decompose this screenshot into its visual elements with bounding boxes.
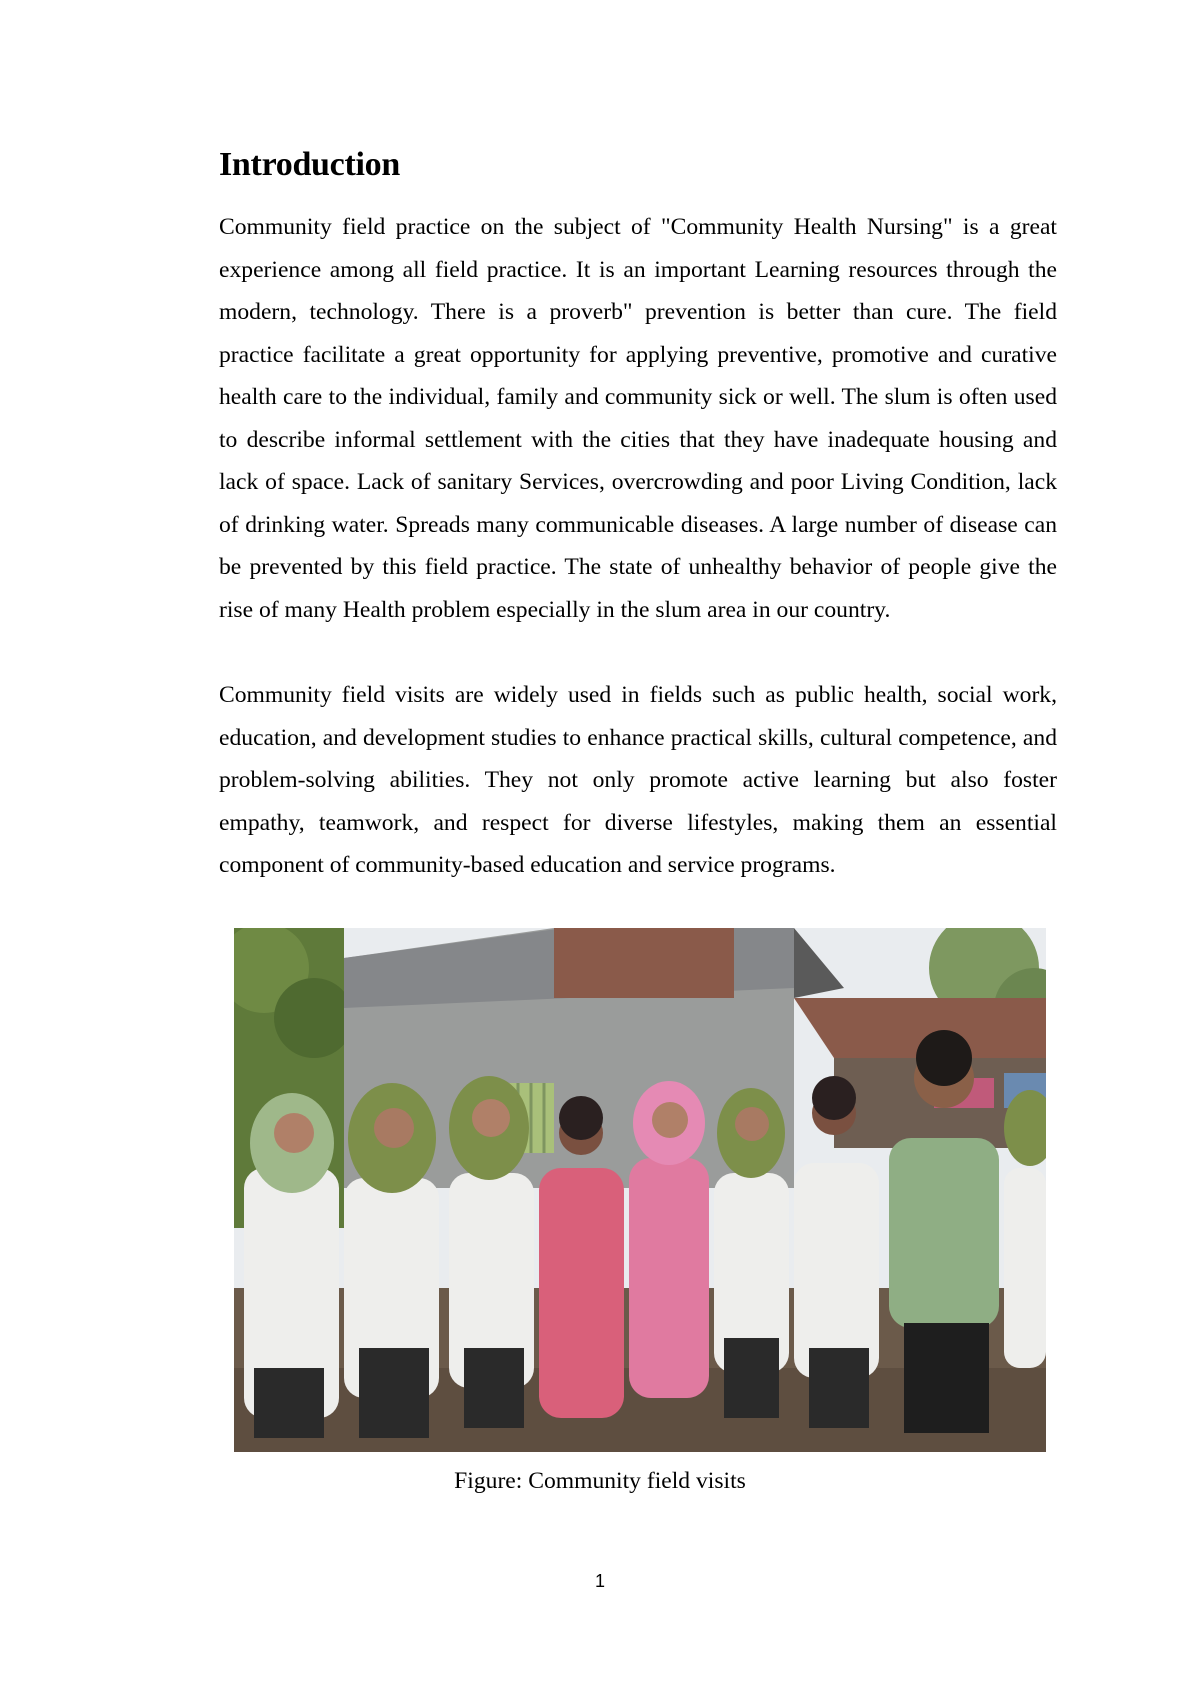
intro-paragraph-2: Community field visits are widely used in fields such as public health, social work, education, and development studies to enhance practical skills, cultural competence, and problem-solving abilities. They not only promote active learning but also foster empathy, teamwork, and respect for diverse lifestyles, making them an essential component of community-based education and service programs. (219, 682, 1057, 878)
photo-illustration (234, 928, 1046, 1452)
intro-paragraph-1: Community field practice on the subject of "Community Health Nursing" is a great experience among all field practice. It is an important Learning resources through the modern, technology. There is a proverb" prevention is better than cure. The field practice facilitate a great opportunity for applying preventive, promotive and curative health care to the individual, family and community sick or well. The slum is often used to describe informal settlement with the cities that they have inadequate housing and lack of space. Lack of sanitary Services, overcrowding and poor Living Condition, lack of drinking water. Spreads many communicable diseases. A large number of disease can be prevented by this field practice. The state of unhealthy behavior of people give the rise of many Health problem especially in the slum area in our country. (219, 214, 1057, 623)
community-field-visit-photo (234, 928, 1046, 1452)
section-heading: Introduction (219, 146, 400, 183)
page-number: 1 (594, 1571, 605, 1591)
figure-caption: Figure: Community field visits (454, 1468, 746, 1494)
